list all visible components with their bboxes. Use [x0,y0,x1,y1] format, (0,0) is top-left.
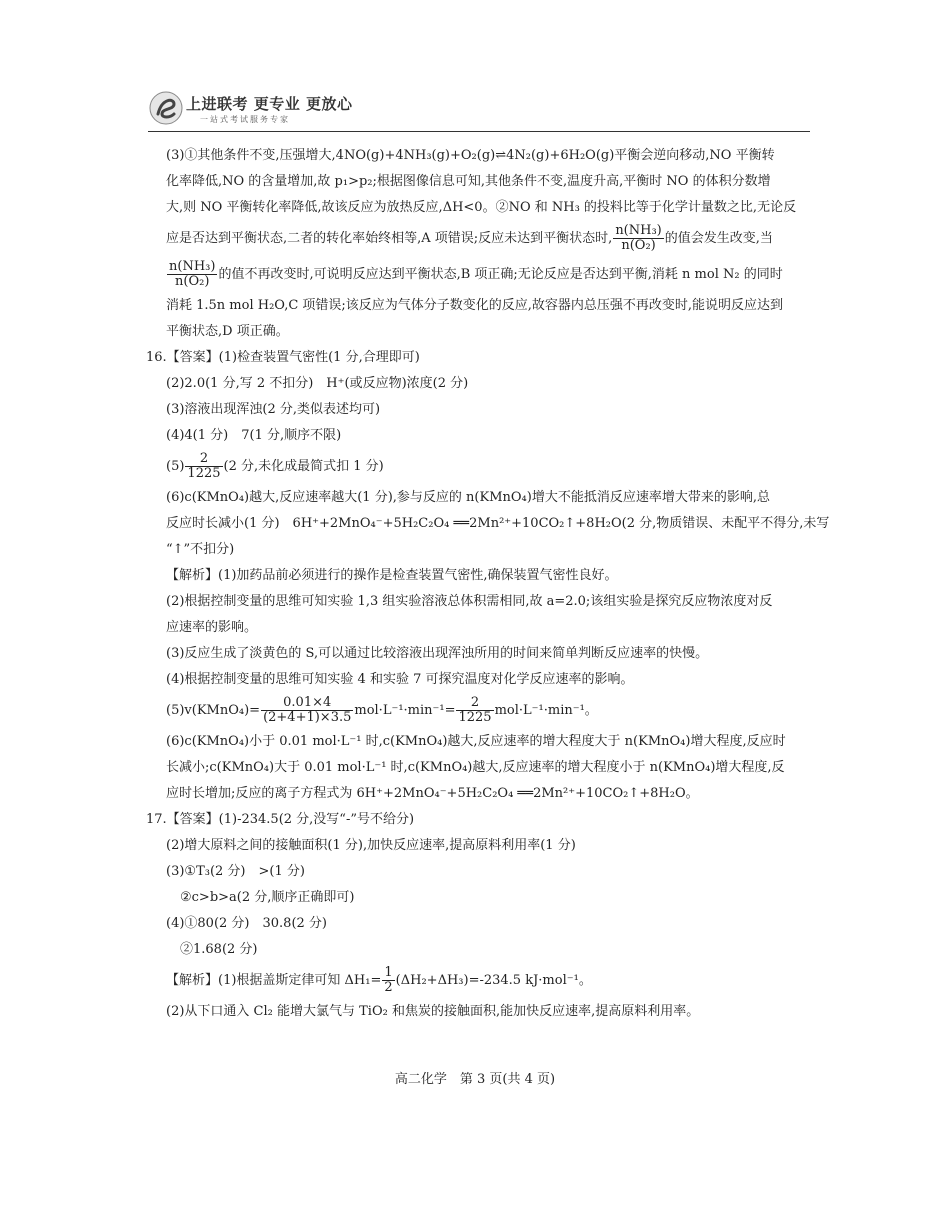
brand-logo [148,90,353,130]
q17-answer-3b: ②c>b>a(2 分,顺序正确即可) [180,890,355,905]
fraction-denominator: n(O₂) [175,274,210,289]
q15-line-7: 平衡状态,D 项正确。 [166,324,289,339]
q16-explain-6-line-1: (6)c(KMnO₄)小于 0.01 mol·L⁻¹ 时,c(KMnO₄)越大,反应速率的增大程度大于 n(KMnO₄)增大程度,反应时 [166,734,786,749]
q16-explain-2-line-2: 应速率的影响。 [166,620,258,635]
q15-line-5-text: 的值不再改变时,可说明反应达到平衡状态,B 项正确;无论反应是否达到平衡,消耗 n mol N₂ 的同时 [218,267,783,282]
q16-answer-5-note: (2 分,未化成最简式扣 1 分) [223,459,384,474]
fraction-numerator: 2 [456,696,493,711]
q17-answer-3: (3)①T₃(2 分) >(1 分) [166,864,305,879]
q16-explain-6-line-2: 长减小;c(KMnO₄)大于 0.01 mol·L⁻¹ 时,c(KMnO₄)越大,反应速率的增大程度小于 n(KMnO₄)增大程度,反 [166,760,785,775]
q16-answer-6-line-2: 反应时长减小(1 分) 6H⁺+2MnO₄⁻+5H₂C₂O₄ ══2Mn²⁺+10CO₂↑+8H₂O(2 分,物质错误、未配平不得分,未写 [166,516,830,531]
rate-result-fraction [456,696,493,725]
q16-answer-4: (4)4(1 分) 7(1 分,顺序不限) [166,428,342,443]
q16-explain-4: (4)根据控制变量的思维可知实验 4 和实验 7 可探究温度对化学反应速率的影响。 [166,672,634,687]
fraction-numerator: n(NH₃) [169,259,216,274]
q16-answer-6-line-3: “↑”不扣分) [166,542,235,557]
q16-explain-3: (3)反应生成了淡黄色的 S,可以通过比较溶液出现浑浊所用的时间来简单判断反应速率的快慢。 [166,646,709,661]
q17-explain-1-result: (ΔH₂+ΔH₃)=-234.5 kJ·mol⁻¹。 [395,973,592,988]
q16-answer-2: (2)2.0(1 分,写 2 不扣分) H⁺(或反应物)浓度(2 分) [166,376,469,391]
fraction-numerator: 0.01×4 [261,696,353,711]
fraction-numerator: n(NH₃) [615,223,662,238]
rate-fraction [261,696,353,725]
fraction-numerator: 1 [384,965,393,980]
q16-explain-1: 【解析】(1)加药品前必须进行的操作是检查装置气密性,确保装置气密性良好。 [166,568,618,583]
q15-line-4-tail: 的值会发生改变,当 [664,231,773,246]
q17-answer-4: (4)①80(2 分) 30.8(2 分) [166,916,327,931]
q16-answer-5-label: (5) [166,459,185,474]
q16-explain-2-line-1: (2)根据控制变量的思维可知实验 1,3 组实验溶液总体积需相同,故 a=2.0;该组实验是探究反应物浓度对反 [166,594,773,609]
ratio-fraction [613,224,663,253]
answer-content [146,143,830,1025]
q16-explain-5-label: (5)v(KMnO₄)= [166,703,261,718]
q17-answer-2: (2)增大原料之间的接触面积(1 分),加快反应速率,提高原料利用率(1 分) [166,838,576,853]
q16-explain-5 [146,693,816,729]
q17-explain-2: (2)从下口通入 Cl₂ 能增大氯气与 TiO₂ 和焦炭的接触面积,能加快反应速率,提高原料利用率。 [166,1004,700,1019]
q15-line-3: 大,则 NO 平衡转化率降低,故该反应为放热反应,ΔH<0。②NO 和 NH₃ 的投料比等于化学计量数之比,无论反 [166,200,797,215]
logo-text: 上进联考 更专业 更放心 [186,95,353,113]
ratio-fraction [167,260,217,289]
q15-line-5 [146,257,816,293]
q16-answer-6-line-1: (6)c(KMnO₄)越大,反应速率越大(1 分),参与反应的 n(KMnO₄)增大不能抵消反应速率增大带来的影响,总 [166,490,770,505]
q16-answer-5-fraction [185,452,222,481]
q16-answer-1: 16.【答案】(1)检查装置气密性(1 分,合理即可) [146,350,420,365]
fraction-denominator: (2+4+1)×3.5 [263,710,352,725]
q17-explain-1 [146,963,816,999]
q17-answer-1: 17.【答案】(1)-234.5(2 分,没写“-”号不给分) [146,812,415,827]
q16-explain-5-result-unit: mol·L⁻¹·min⁻¹。 [494,703,598,718]
fraction-denominator: 2 [384,980,393,995]
q15-line-6: 消耗 1.5n mol H₂O,C 项错误;该反应为气体分子数变化的反应,故容器内总压强不再改变时,能说明反应达到 [166,298,784,313]
fraction-denominator: n(O₂) [621,238,656,253]
q15-line-2: 化率降低,NO 的含量增加,故 p₁>p₂;根据图像信息可知,其他条件不变,温度升高,平衡时 NO 的体积分数增 [166,174,771,189]
q16-answer-3: (3)溶液出现浑浊(2 分,类似表述均可) [166,402,381,417]
q16-explain-6-line-3: 应时长增加;反应的离子方程式为 6H⁺+2MnO₄⁻+5H₂C₂O₄ ══2Mn²⁺+10CO₂↑+8H₂O。 [166,786,699,801]
logo-subtitle: 一站式考试服务专家 [200,115,290,124]
q17-answer-4b: ②1.68(2 分) [180,942,258,957]
logo-emblem-icon [148,90,184,126]
fraction-denominator: 1225 [458,710,492,725]
q16-explain-5-unit: mol·L⁻¹·min⁻¹= [354,703,456,718]
q15-line-4 [146,221,816,257]
page-footer: 高二化学 第 3 页(共 4 页) [394,1072,556,1087]
header-divider [148,131,810,132]
q15-line-1: (3)①其他条件不变,压强增大,4NO(g)+4NH₃(g)+O₂(g)⇌4N₂(g)+6H₂O(g)平衡会逆向移动,NO 平衡转 [166,148,775,163]
q16-answer-5 [146,449,816,485]
fraction-numerator: 2 [185,452,222,467]
half-fraction [382,966,394,995]
fraction-denominator: 1225 [187,466,221,481]
q17-explain-1-label: 【解析】(1)根据盖斯定律可知 ΔH₁= [166,973,382,988]
q15-line-4-text: 应是否达到平衡状态,二者的转化率始终相等,A 项错误;反应未达到平衡状态时, [166,231,613,246]
